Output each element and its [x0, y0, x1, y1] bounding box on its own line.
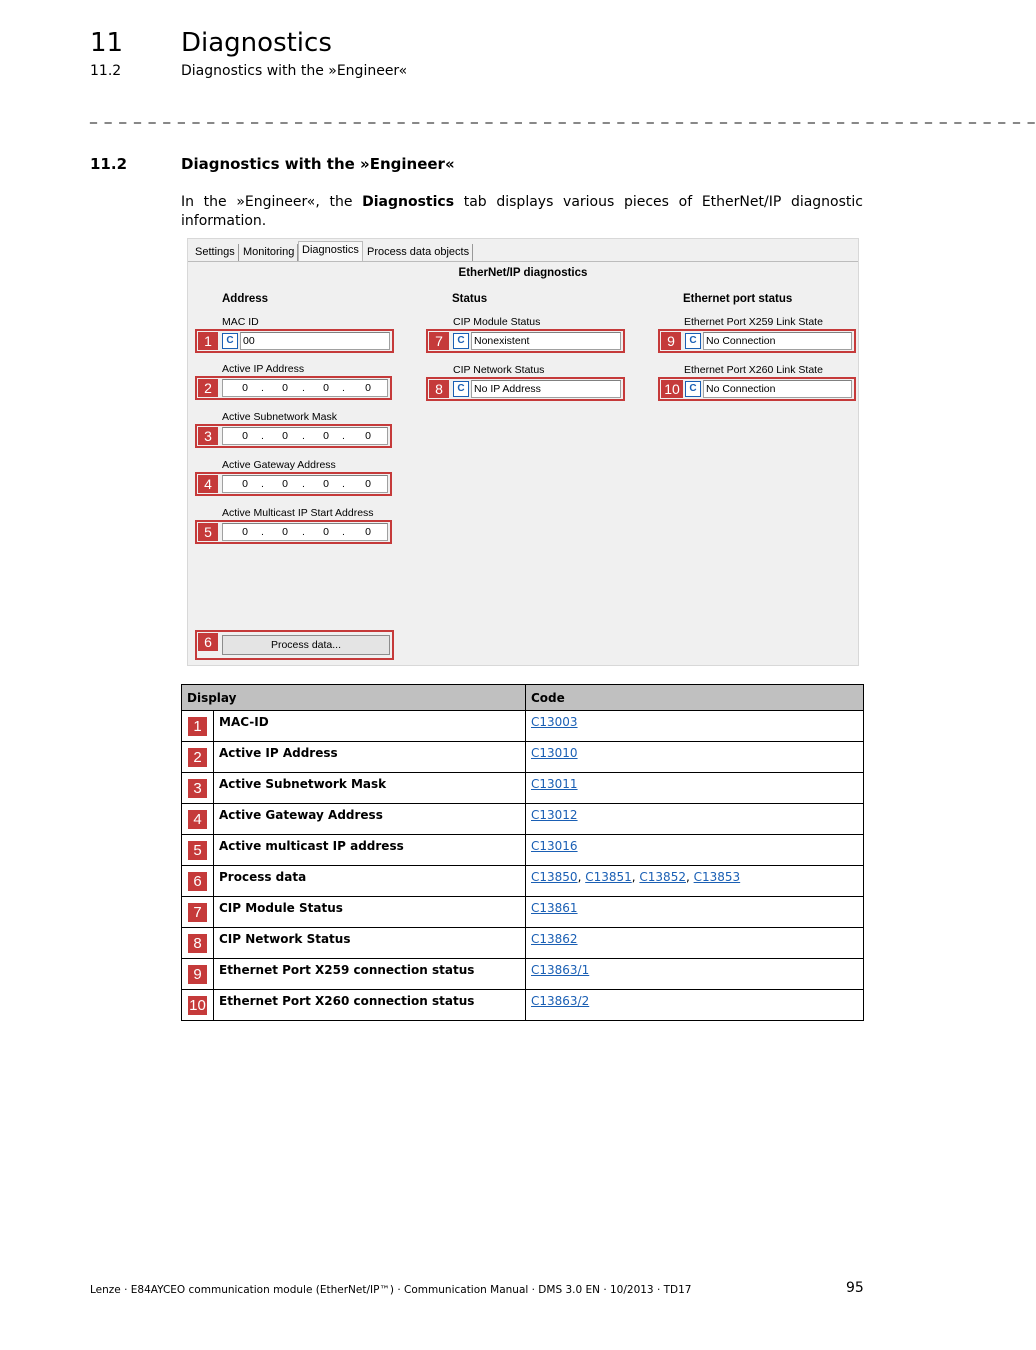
table-row — [182, 866, 864, 897]
ip-octet: 0 — [365, 382, 371, 394]
footer-text: Lenze · E84AYCEO communication module (EtherNet/IP™) · Communication Manual · DMS 3.0 EN · 10/2013 · TD17 — [90, 1284, 692, 1296]
ip-octet: 0 — [242, 382, 248, 394]
mac-id-field: 00 — [240, 332, 390, 350]
row-number-cell — [182, 866, 214, 897]
row-number-badge: 8 — [188, 934, 207, 953]
row-number-cell — [182, 835, 214, 866]
code-link[interactable]: C13861 — [531, 901, 578, 915]
tab-divider — [188, 261, 858, 262]
diagnostics-code-table — [181, 684, 864, 1021]
code-cell — [526, 804, 864, 835]
code-cell — [526, 928, 864, 959]
display-cell: CIP Module Status — [214, 897, 526, 928]
table-row — [182, 990, 864, 1021]
code-link[interactable]: C13003 — [531, 715, 578, 729]
row-number-cell — [182, 928, 214, 959]
badge-8: 8 — [429, 380, 449, 398]
tab-diagnostics[interactable]: Diagnostics — [298, 241, 363, 262]
display-cell: Active Subnetwork Mask — [214, 773, 526, 804]
port-x260-label: Ethernet Port X260 Link State — [684, 364, 823, 376]
section-title: Diagnostics with the »Engineer« — [181, 155, 455, 173]
code-c-icon[interactable]: C — [453, 333, 469, 349]
ip-octet: 0 — [242, 478, 248, 490]
code-link[interactable]: C13863/1 — [531, 963, 590, 977]
code-cell — [526, 835, 864, 866]
code-link[interactable]: C13010 — [531, 746, 578, 760]
code-link[interactable]: C13850 — [531, 870, 578, 884]
mac-id-label: MAC ID — [222, 316, 259, 328]
row-number-badge: 9 — [188, 965, 207, 984]
header-section-title: Diagnostics with the »Engineer« — [181, 63, 408, 79]
code-c-icon[interactable]: C — [222, 333, 238, 349]
multicast-field: 0 . 0 . 0 . 0 — [222, 523, 388, 541]
row-number-badge: 2 — [188, 748, 207, 767]
code-link[interactable]: C13852 — [639, 870, 686, 884]
tab-monitoring[interactable]: Monitoring — [240, 244, 298, 261]
badge-4: 4 — [198, 475, 218, 493]
display-cell: MAC-ID — [214, 711, 526, 742]
cip-module-field: Nonexistent — [471, 332, 621, 350]
section-number: 11.2 — [90, 155, 128, 173]
row-number-cell — [182, 990, 214, 1021]
ip-octet: 0 — [365, 526, 371, 538]
badge-3: 3 — [198, 427, 218, 445]
intro-text-end: tab displays various pieces of EtherNet/IP diagnostic information. — [181, 194, 863, 229]
tab-process-data-objects[interactable]: Process data objects — [364, 244, 473, 261]
display-cell: Active Gateway Address — [214, 804, 526, 835]
active-ip-box — [195, 376, 392, 400]
port-x260-box — [658, 377, 856, 401]
display-cell: Active IP Address — [214, 742, 526, 773]
gateway-box — [195, 472, 392, 496]
display-cell: Ethernet Port X259 connection status — [214, 959, 526, 990]
table-header-row — [182, 685, 864, 711]
code-c-icon[interactable]: C — [453, 381, 469, 397]
row-number-badge: 3 — [188, 779, 207, 798]
header-section-number: 11.2 — [90, 63, 122, 79]
ip-octet: 0 — [282, 430, 288, 442]
row-number-cell — [182, 897, 214, 928]
port-x260-field: No Connection — [703, 380, 852, 398]
status-header: Status — [452, 293, 488, 305]
column-header-code: Code — [526, 685, 864, 711]
intro-paragraph — [181, 193, 863, 231]
code-cell — [526, 742, 864, 773]
badge-7: 7 — [429, 332, 449, 350]
table-row — [182, 959, 864, 990]
code-link[interactable]: C13853 — [693, 870, 741, 884]
table-row — [182, 711, 864, 742]
badge-10: 10 — [661, 380, 683, 398]
display-cell: Ethernet Port X260 connection status — [214, 990, 526, 1021]
ip-octet: 0 — [323, 478, 329, 490]
badge-9: 9 — [661, 332, 681, 350]
table-row — [182, 835, 864, 866]
table-row — [182, 742, 864, 773]
code-cell — [526, 773, 864, 804]
cip-module-label: CIP Module Status — [453, 316, 541, 328]
port-x259-label: Ethernet Port X259 Link State — [684, 316, 823, 328]
row-number-badge: 10 — [189, 997, 206, 1014]
row-number-badge: 7 — [188, 903, 207, 922]
code-c-icon[interactable]: C — [685, 333, 701, 349]
ip-octet: 0 — [323, 430, 329, 442]
port-status-header: Ethernet port status — [683, 293, 793, 305]
code-link[interactable]: C13862 — [531, 932, 578, 946]
gateway-label: Active Gateway Address — [222, 459, 336, 471]
tab-settings[interactable]: Settings — [192, 244, 239, 261]
row-number-cell — [182, 959, 214, 990]
table-row — [182, 804, 864, 835]
gateway-field: 0 . 0 . 0 . 0 — [222, 475, 388, 493]
address-header: Address — [222, 293, 269, 305]
row-number-cell — [182, 773, 214, 804]
display-cell: Process data — [214, 866, 526, 897]
code-link[interactable]: C13011 — [531, 777, 578, 791]
process-data-button[interactable]: Process data... — [222, 635, 390, 655]
active-ip-label: Active IP Address — [222, 363, 305, 375]
badge-6: 6 — [198, 633, 218, 651]
ip-octet: 0 — [323, 526, 329, 538]
ip-octet: 0 — [282, 382, 288, 394]
intro-bold-term: Diagnostics — [362, 194, 455, 210]
code-link[interactable]: C13012 — [531, 808, 578, 822]
row-number-badge: 1 — [188, 717, 207, 736]
row-number-badge: 6 — [188, 872, 207, 891]
row-number-cell — [182, 804, 214, 835]
badge-5: 5 — [198, 523, 218, 541]
table-row — [182, 773, 864, 804]
panel-title: EtherNet/IP diagnostics — [458, 267, 588, 279]
multicast-label: Active Multicast IP Start Address — [222, 507, 374, 519]
subnet-mask-field: 0 . 0 . 0 . 0 — [222, 427, 388, 445]
page-number: 95 — [846, 1280, 864, 1296]
badge-2: 2 — [198, 379, 218, 397]
multicast-box — [195, 520, 392, 544]
display-cell: Active multicast IP address — [214, 835, 526, 866]
ip-octet: 0 — [323, 382, 329, 394]
code-link[interactable]: C13016 — [531, 839, 578, 853]
port-x259-box — [658, 329, 856, 353]
cip-network-box — [426, 377, 625, 401]
code-cell — [526, 897, 864, 928]
ip-octet: 0 — [282, 478, 288, 490]
row-number-cell — [182, 742, 214, 773]
column-header-display: Display — [182, 685, 526, 711]
badge-1: 1 — [198, 332, 218, 350]
subnet-mask-box — [195, 424, 392, 448]
cip-network-label: CIP Network Status — [453, 364, 545, 376]
ip-octet: 0 — [365, 430, 371, 442]
chapter-number: 11 — [90, 28, 124, 58]
chapter-title: Diagnostics — [181, 28, 332, 58]
code-cell — [526, 711, 864, 742]
port-x259-field: No Connection — [703, 332, 852, 350]
row-number-badge: 4 — [188, 810, 207, 829]
engineer-diagnostics-screenshot — [187, 238, 859, 666]
subnet-mask-label: Active Subnetwork Mask — [222, 411, 337, 423]
row-number-cell — [182, 711, 214, 742]
table-row — [182, 928, 864, 959]
process-data-box — [195, 630, 394, 660]
code-c-icon[interactable]: C — [685, 381, 701, 397]
code-link[interactable]: C13863/2 — [531, 994, 590, 1008]
cip-network-field: No IP Address — [471, 380, 621, 398]
cip-module-box — [426, 329, 625, 353]
code-cell — [526, 959, 864, 990]
code-cell: C13850, C13851, C13852, C13853 — [526, 866, 864, 897]
header-separator: _ _ _ _ _ _ _ _ _ _ _ _ _ _ _ _ _ _ _ _ _ _ _ _ _ _ _ _ _ _ _ _ _ _ _ _ _ _ _ _ _ _ _ _ _ _ _ _ _ _ _ _ _ _ _ _ _ _ _ _ _ _ _ _ _ — [90, 108, 1036, 124]
mac-id-box — [195, 329, 394, 353]
display-cell: CIP Network Status — [214, 928, 526, 959]
table-row — [182, 897, 864, 928]
code-link[interactable]: C13851 — [585, 870, 632, 884]
code-cell — [526, 990, 864, 1021]
tab-bar — [188, 239, 858, 262]
row-number-badge: 5 — [188, 841, 207, 860]
active-ip-field: 0 . 0 . 0 . 0 — [222, 379, 388, 397]
ip-octet: 0 — [282, 526, 288, 538]
ip-octet: 0 — [365, 478, 371, 490]
intro-text-start: In the »Engineer«, the — [181, 194, 363, 210]
ip-octet: 0 — [242, 430, 248, 442]
ip-octet: 0 — [242, 526, 248, 538]
